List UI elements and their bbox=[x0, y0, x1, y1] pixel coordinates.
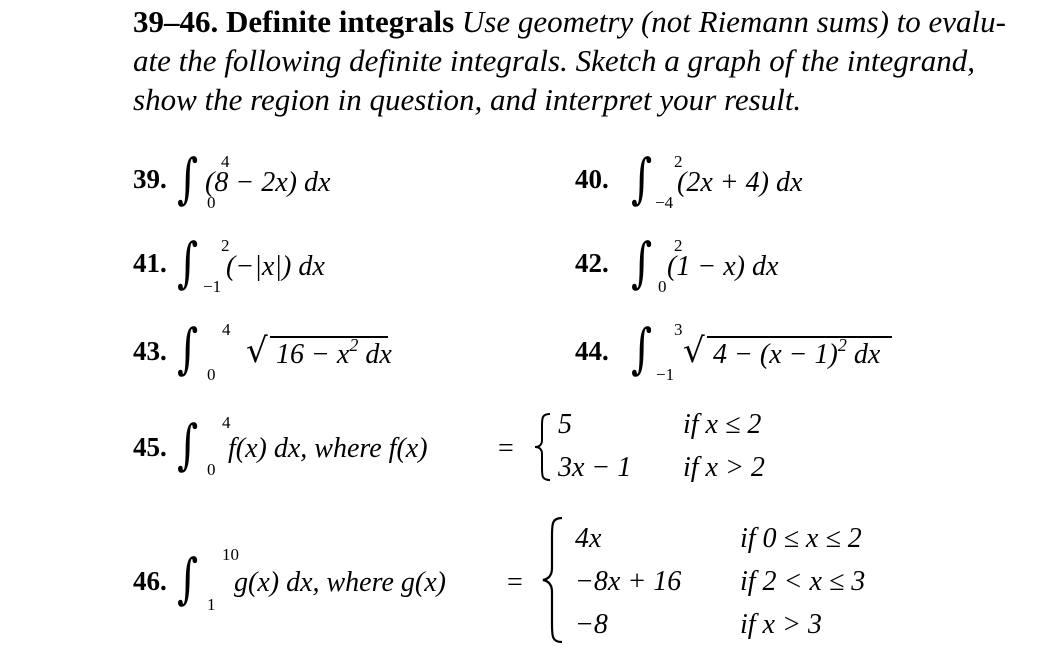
integral-sign: ∫ bbox=[631, 317, 653, 380]
section-title: Definite integrals bbox=[226, 4, 455, 39]
integral-sign: ∫ bbox=[177, 547, 199, 610]
integral-sign: ∫ bbox=[177, 147, 199, 210]
case-condition: if x ≤ 2 bbox=[683, 409, 762, 440]
upper-limit: 2 bbox=[674, 152, 683, 171]
problem-number: 45. bbox=[133, 432, 167, 462]
case-value: 3x − 1 bbox=[558, 452, 632, 483]
integrand: g(x) dx, where g(x) bbox=[234, 567, 446, 598]
integral-sign: ∫ bbox=[177, 231, 199, 294]
lower-limit: 0 bbox=[207, 460, 216, 479]
lower-limit: 0 bbox=[658, 277, 667, 296]
problem-number: 41. bbox=[133, 248, 167, 278]
lower-limit: −4 bbox=[655, 193, 674, 212]
integral-sign: ∫ bbox=[631, 231, 653, 294]
integrand: (−|x|) dx bbox=[226, 251, 325, 282]
instructions-text-3: show the region in question, and interpret your result. bbox=[133, 82, 802, 117]
differential: dx bbox=[853, 339, 881, 370]
left-brace bbox=[540, 516, 566, 644]
integral-sign: ∫ bbox=[177, 413, 199, 476]
radicand: 16 − x bbox=[276, 339, 350, 370]
exercise-range: 39–46. bbox=[133, 4, 219, 39]
upper-limit: 4 bbox=[222, 413, 231, 432]
upper-limit: 3 bbox=[674, 320, 683, 339]
upper-limit: 10 bbox=[222, 545, 239, 564]
problem-number: 42. bbox=[575, 248, 609, 278]
section-header bbox=[133, 2, 1033, 119]
lower-limit: 1 bbox=[207, 595, 216, 614]
upper-limit: 4 bbox=[222, 320, 231, 339]
problem-number: 40. bbox=[575, 164, 609, 194]
upper-limit: 2 bbox=[221, 236, 230, 255]
differential: dx bbox=[365, 339, 392, 370]
lower-limit: 0 bbox=[207, 193, 216, 212]
lower-limit: −1 bbox=[203, 277, 222, 296]
left-brace bbox=[532, 412, 554, 482]
exponent: 2 bbox=[349, 335, 359, 355]
problem-number: 44. bbox=[575, 336, 609, 366]
integrand bbox=[276, 335, 392, 372]
case-condition: if x > 3 bbox=[740, 609, 822, 640]
lower-limit: 0 bbox=[207, 365, 216, 384]
case-value: −8x + 16 bbox=[575, 566, 682, 597]
square-root-sign: √ bbox=[246, 331, 268, 371]
exponent: 2 bbox=[837, 335, 847, 355]
case-condition: if 2 < x ≤ 3 bbox=[740, 566, 866, 597]
integrand bbox=[713, 335, 881, 372]
problem-number: 46. bbox=[133, 566, 167, 596]
integrand: (8 − 2x) dx bbox=[205, 167, 331, 198]
integrand: f(x) dx, where f(x) bbox=[228, 433, 428, 464]
instructions-text-2: ate the following definite integrals. Sketch a graph of the integrand, bbox=[133, 43, 976, 78]
case-value: 5 bbox=[558, 409, 572, 440]
integral-sign: ∫ bbox=[177, 317, 199, 380]
integrand: (1 − x) dx bbox=[667, 251, 779, 282]
integrand: (2x + 4) dx bbox=[677, 167, 803, 198]
header-line-1 bbox=[133, 2, 1033, 41]
equals-sign: = bbox=[507, 567, 523, 598]
upper-limit: 2 bbox=[674, 236, 683, 255]
case-condition: if 0 ≤ x ≤ 2 bbox=[740, 523, 862, 554]
equals-sign: = bbox=[498, 433, 514, 464]
lower-limit: −1 bbox=[656, 365, 675, 384]
case-value: 4x bbox=[575, 523, 602, 554]
case-value: −8 bbox=[575, 609, 608, 640]
radicand: 4 − (x − 1) bbox=[713, 339, 838, 370]
problem-number: 43. bbox=[133, 336, 167, 366]
case-condition: if x > 2 bbox=[683, 452, 765, 483]
problem-number: 39. bbox=[133, 164, 167, 194]
integral-sign: ∫ bbox=[631, 147, 653, 210]
upper-limit: 4 bbox=[221, 152, 230, 171]
instructions-text-1: Use geometry (not Riemann sums) to evalu- bbox=[461, 4, 1006, 39]
square-root-sign: √ bbox=[683, 331, 705, 371]
